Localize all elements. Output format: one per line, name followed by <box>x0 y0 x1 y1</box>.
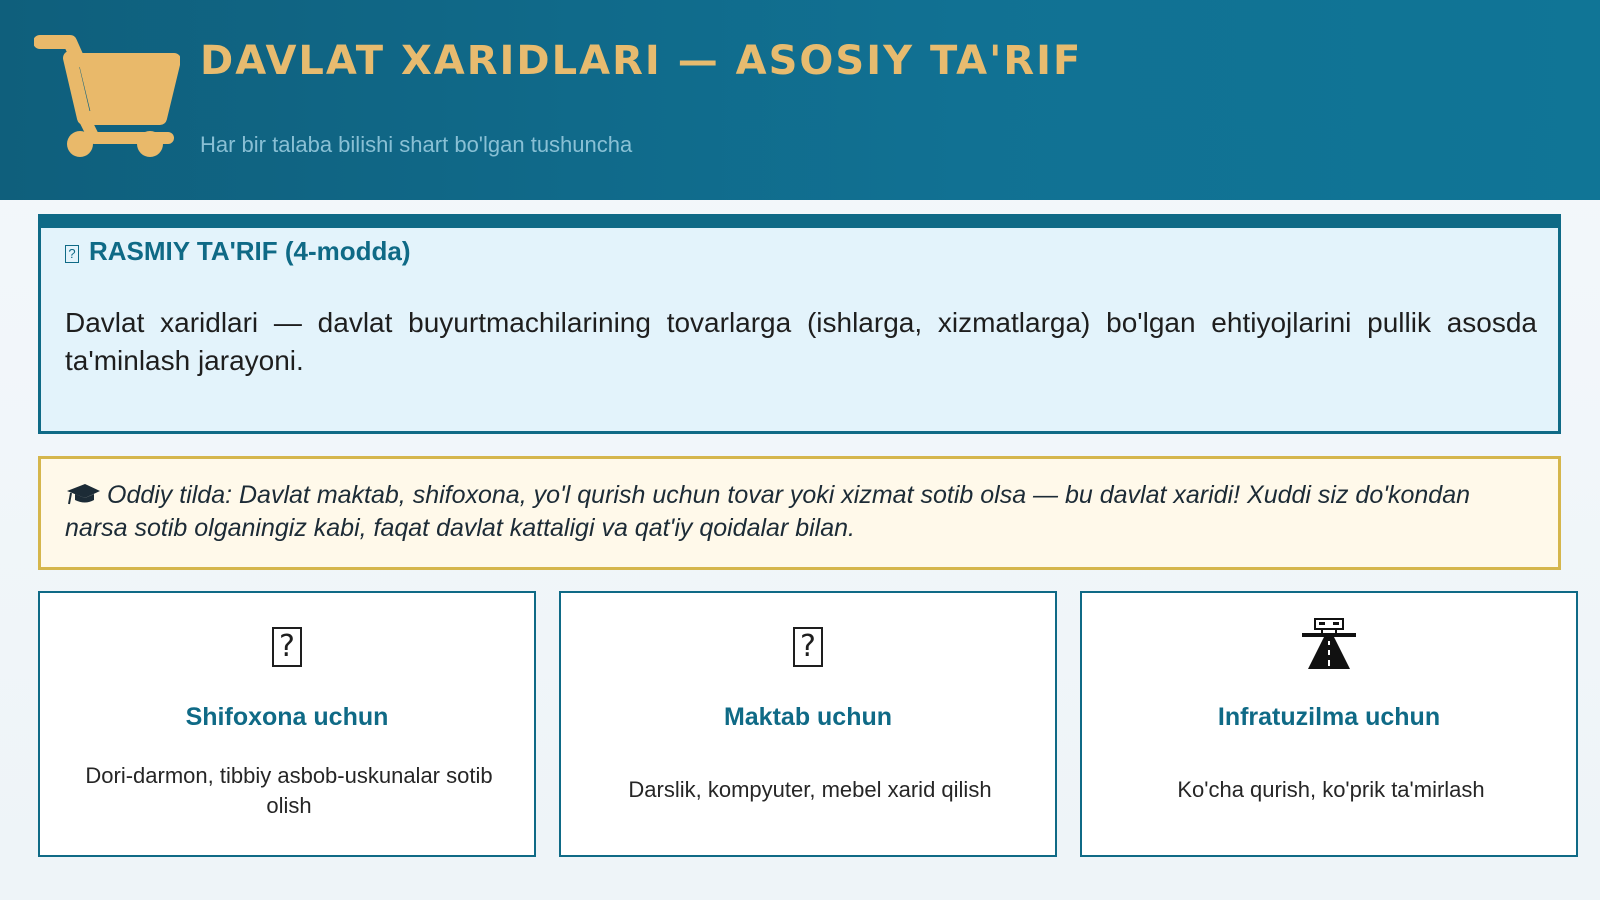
graduation-cap-icon <box>65 482 101 506</box>
question-mark-icon: ? <box>65 245 79 263</box>
motorway-icon <box>1300 617 1358 671</box>
card-title: Shifoxona uchun <box>185 703 389 731</box>
card-description: Darslik, kompyuter, mebel xarid qilish <box>628 777 992 802</box>
question-mark-icon: ? <box>272 627 302 667</box>
card-hospital <box>38 591 536 857</box>
page-subtitle: Har bir talaba bilishi shart bo'lgan tushuncha <box>200 132 633 157</box>
definition-heading-label: RASMIY TA'RIF (4-modda) <box>89 236 411 266</box>
question-mark-icon: ? <box>793 627 823 667</box>
simple-explanation <box>65 479 1535 545</box>
page-title: DAVLAT XARIDLARI — ASOSIY TA'RIF <box>200 38 1083 84</box>
card-description: Dori-darmon, tibbiy asbob-uskunalar sotib olish <box>85 763 493 818</box>
definition-box <box>38 214 1561 434</box>
card-description: Ko'cha qurish, ko'prik ta'mirlash <box>1177 777 1485 802</box>
card-school <box>559 591 1057 857</box>
card-title: Maktab uchun <box>723 703 893 731</box>
simple-explanation-box <box>38 456 1561 570</box>
definition-heading <box>65 236 411 267</box>
simple-explanation-text: Oddiy tilda: Davlat maktab, shifoxona, yo'l qurish uchun tovar yoki xizmat sotib olsa — bu davlat xaridi! Xuddi siz do'kondan narsa sotib olganingiz kabi, faqat davlat kattaligi va qat'iy qoidalar bilan. <box>65 481 1471 542</box>
definition-text: Davlat xaridlari — davlat buyurtmachilarining tovarlarga (ishlarga, xizmatlarga) bo'lgan ehtiyojlarini pullik asosda ta'minlash jarayoni. <box>65 307 1537 376</box>
header-banner <box>0 0 1600 200</box>
card-title: Infratuzilma uchun <box>1217 703 1441 731</box>
card-infrastructure <box>1080 591 1578 857</box>
shopping-cart-icon <box>34 32 180 164</box>
